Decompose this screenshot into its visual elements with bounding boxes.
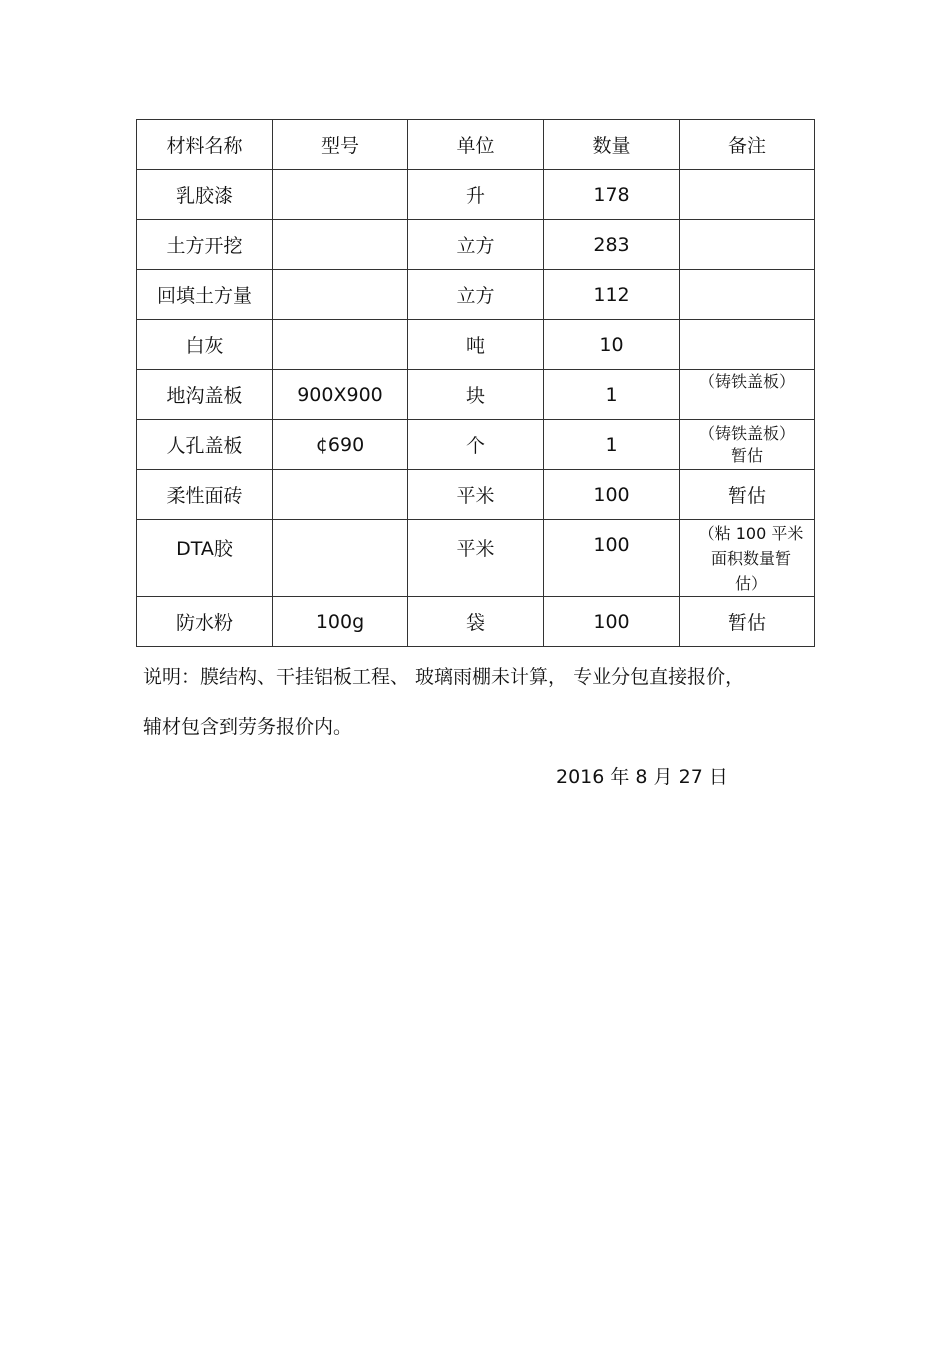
cell-qty: 1 <box>544 370 680 420</box>
cell-qty: 100 <box>544 597 680 647</box>
cell-model <box>273 170 408 220</box>
cell-qty: 100 <box>544 520 680 597</box>
cell-model <box>273 520 408 597</box>
materials-table <box>136 119 815 647</box>
cell-note: 暂估 <box>680 597 815 647</box>
table-row <box>137 597 815 647</box>
table-row <box>137 520 815 597</box>
cell-note <box>680 270 815 320</box>
cell-note: 暂估 <box>680 470 815 520</box>
document-date: 2016 年 8 月 27 日 <box>556 766 728 788</box>
cell-note <box>680 420 815 470</box>
cell-unit: 吨 <box>408 320 544 370</box>
note-line: 面积数量暂 <box>710 549 791 568</box>
table-row <box>137 220 815 270</box>
cell-unit: 平米 <box>408 520 544 597</box>
cell-model <box>273 270 408 320</box>
cell-qty: 100 <box>544 470 680 520</box>
cell-unit: 立方 <box>408 220 544 270</box>
cell-qty: 10 <box>544 320 680 370</box>
cell-qty: 1 <box>544 420 680 470</box>
remark-line-1: 说明：膜结构、干挂铝板工程、 玻璃雨棚未计算， 专业分包直接报价， <box>143 666 745 688</box>
cell-model <box>273 470 408 520</box>
cell-unit: 个 <box>408 420 544 470</box>
cell-name: 地沟盖板 <box>137 370 273 420</box>
cell-unit: 块 <box>408 370 544 420</box>
table-row <box>137 470 815 520</box>
note-line: 估） <box>734 574 767 593</box>
cell-qty: 112 <box>544 270 680 320</box>
cell-note <box>680 520 815 597</box>
header-quantity: 数量 <box>544 120 680 170</box>
cell-name: 回填土方量 <box>137 270 273 320</box>
header-unit: 单位 <box>408 120 544 170</box>
note-line: （铸铁盖板） <box>698 423 795 443</box>
cell-unit: 袋 <box>408 597 544 647</box>
cell-name: 人孔盖板 <box>137 420 273 470</box>
cell-name: DTA胶 <box>137 520 273 597</box>
header-model: 型号 <box>273 120 408 170</box>
header-note: 备注 <box>680 120 815 170</box>
cell-note <box>680 220 815 270</box>
cell-model <box>273 220 408 270</box>
cell-qty: 178 <box>544 170 680 220</box>
cell-name: 白灰 <box>137 320 273 370</box>
table-header-row <box>137 120 815 170</box>
table-row <box>137 370 815 420</box>
cell-qty: 283 <box>544 220 680 270</box>
table-row <box>137 170 815 220</box>
note-line: 暂估 <box>730 445 763 465</box>
cell-name: 防水粉 <box>137 597 273 647</box>
cell-unit: 平米 <box>408 470 544 520</box>
cell-model: 900X900 <box>273 370 408 420</box>
cell-note <box>680 170 815 220</box>
cell-note <box>680 320 815 370</box>
cell-name: 乳胶漆 <box>137 170 273 220</box>
table-row <box>137 420 815 470</box>
cell-model <box>273 320 408 370</box>
cell-model: 100g <box>273 597 408 647</box>
cell-note: （铸铁盖板） <box>680 370 815 420</box>
remark-line-2: 辅材包含到劳务报价内。 <box>143 716 353 738</box>
cell-unit: 升 <box>408 170 544 220</box>
cell-name: 柔性面砖 <box>137 470 273 520</box>
cell-name: 土方开挖 <box>137 220 273 270</box>
note-line: （粘 100 平米 <box>698 524 804 543</box>
cell-model: ¢690 <box>273 420 408 470</box>
header-material-name: 材料名称 <box>137 120 273 170</box>
table-row <box>137 320 815 370</box>
cell-unit: 立方 <box>408 270 544 320</box>
table-row <box>137 270 815 320</box>
